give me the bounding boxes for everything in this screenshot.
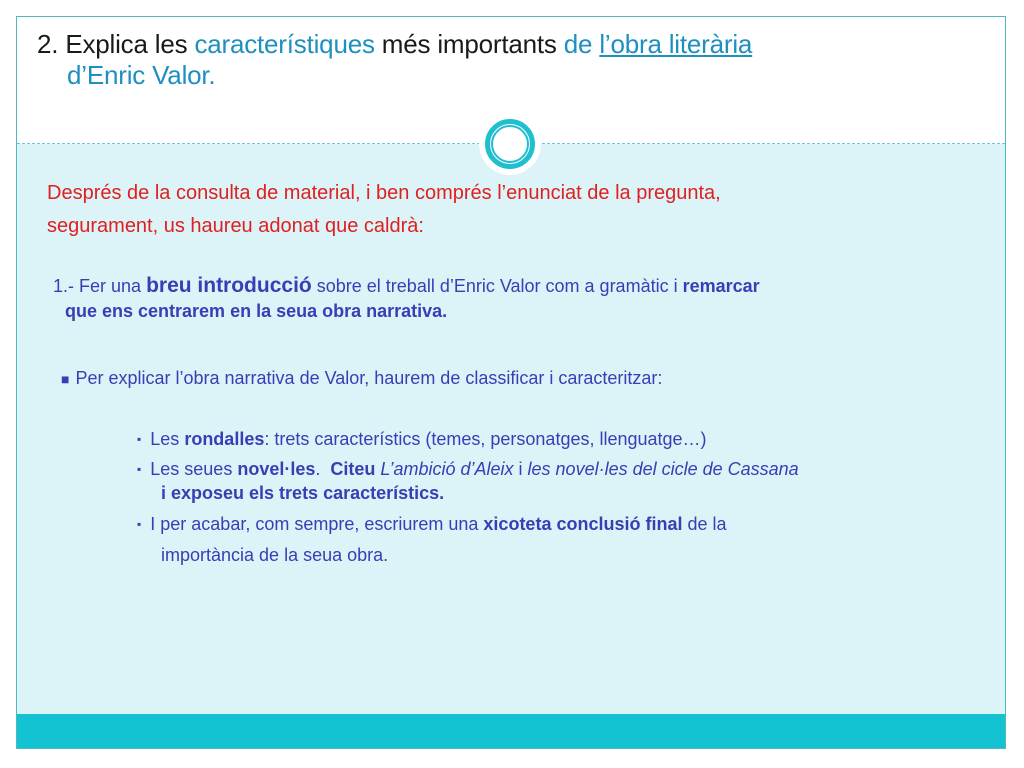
title-link[interactable]: l’obra literària [599, 29, 753, 59]
item-emphasis: rondalles [184, 429, 265, 449]
item-text: Per explicar l’obra narrativa de Valor, haurem de classificar i caracteritzar: [75, 368, 663, 388]
item-emphasis: i exposeu els trets característics. [161, 483, 445, 503]
list-item-introduction [53, 272, 983, 322]
intro-line: Després de la consulta de material, i ben comprés l’enunciat de la pregunta, [47, 182, 721, 204]
intro-line: segurament, us haureu adonat que caldrà: [47, 215, 424, 237]
small-square-bullet-icon: ▪ [137, 517, 142, 531]
item-text: Les [150, 429, 180, 449]
item-text: I per acabar, com sempre, escriurem una [150, 514, 479, 534]
item-text: . [315, 459, 321, 479]
item-emphasis: que ens centrarem en la seua obra narrativa. [65, 301, 448, 321]
list-item-classify [61, 364, 981, 393]
sub-item-novels [137, 456, 987, 504]
bottom-accent-bar [17, 714, 1005, 748]
square-bullet-icon: ■ [61, 371, 70, 387]
item-emphasis: remarcar [682, 276, 760, 296]
sub-item-conclusion [137, 511, 987, 573]
item-text: 1.- Fer una [53, 276, 142, 296]
circle-ornament-inner-icon [491, 125, 529, 163]
title-author: d’Enric Valor. [67, 60, 216, 90]
item-text: sobre el treball d’Enric Valor com a gramàtic i [316, 276, 678, 296]
title-keyword: característiques [194, 29, 375, 59]
item-emphasis: breu introducció [146, 274, 312, 297]
sub-item-rondalles [137, 426, 987, 452]
book-title: les novel·les del cicle de Cassana [527, 459, 799, 479]
slide [16, 16, 1006, 749]
slide-title [37, 29, 987, 91]
title-number: 2. [37, 29, 59, 59]
item-emphasis: novel·les [237, 459, 316, 479]
title-word: més importants [381, 29, 557, 59]
title-word: Explica les [65, 29, 188, 59]
item-text: importància de la seua obra. [161, 545, 389, 565]
small-square-bullet-icon: ▪ [137, 432, 142, 446]
item-text: de la [687, 514, 727, 534]
item-emphasis: Citeu [330, 459, 376, 479]
item-emphasis: xicoteta conclusió final [483, 514, 683, 534]
book-title: L’ambició d’Aleix [380, 459, 514, 479]
item-text: : trets característics (temes, personatges, llenguatge…) [264, 429, 707, 449]
intro-paragraph [47, 177, 977, 243]
item-text: Les seues [150, 459, 233, 479]
item-text: i [518, 459, 523, 479]
title-keyword: de [563, 29, 593, 59]
small-square-bullet-icon: ▪ [137, 462, 142, 476]
